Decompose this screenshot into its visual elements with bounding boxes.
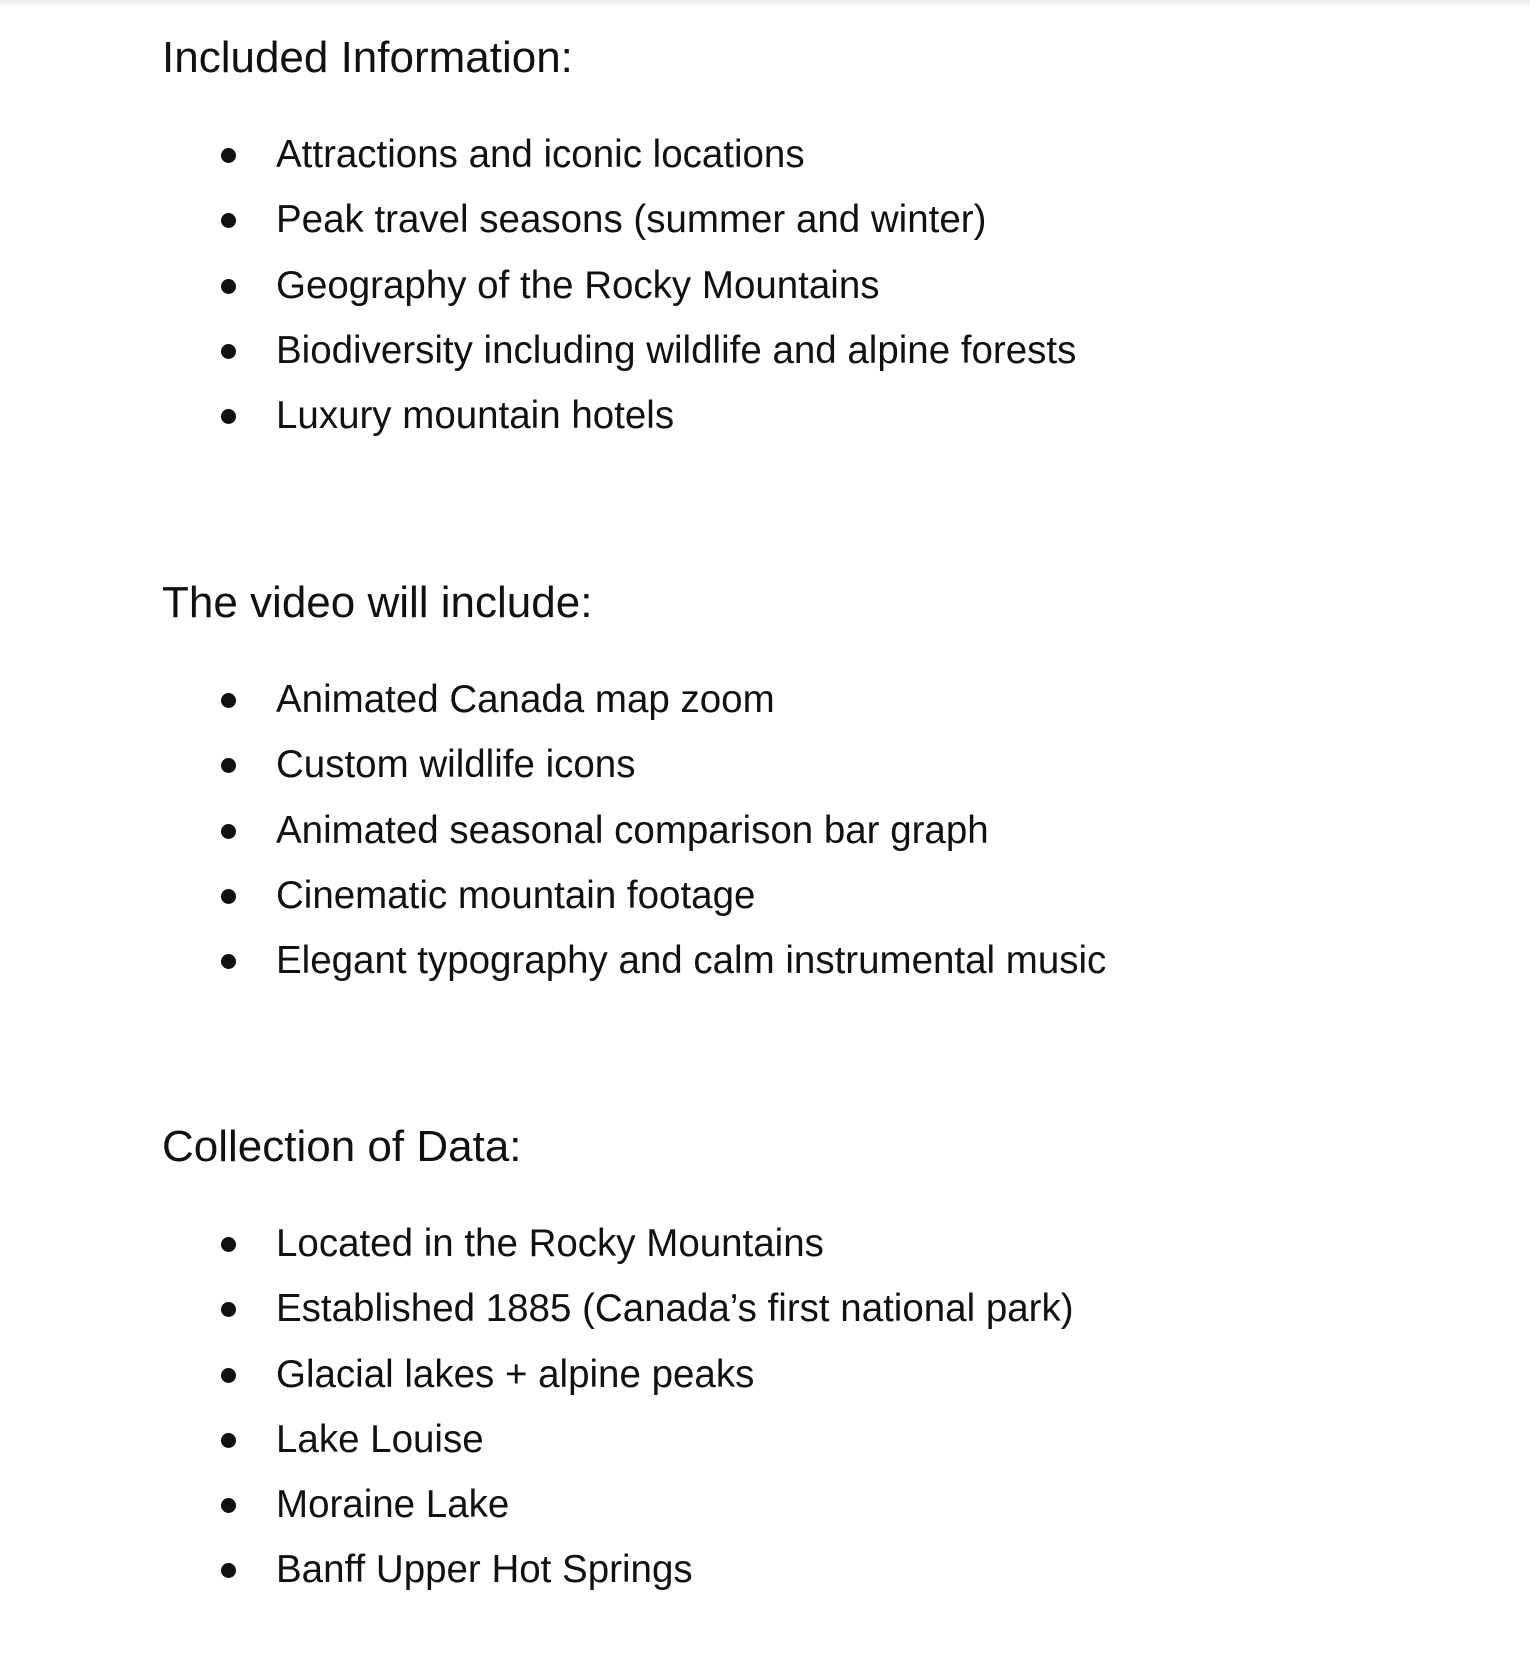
list-item: [0, 1410, 1530, 1475]
section-heading: Included Information:: [162, 33, 573, 82]
list-item: [0, 735, 1530, 800]
list-item-text: Custom wildlife icons: [276, 743, 636, 787]
list-item: [0, 670, 1530, 735]
bullet-icon: [221, 758, 236, 773]
bullet-icon: [221, 409, 236, 424]
bullet-icon: [221, 824, 236, 839]
list-item: [0, 1279, 1530, 1344]
list-item: [0, 1214, 1530, 1279]
bullet-icon: [221, 1368, 236, 1383]
list-item: [0, 801, 1530, 866]
list-item: [0, 321, 1530, 386]
bullet-icon: [221, 1433, 236, 1448]
list-item: [0, 1345, 1530, 1410]
list-item-text: Located in the Rocky Mountains: [276, 1222, 824, 1265]
list-item: [0, 256, 1530, 321]
list-item-text: Established 1885 (Canada’s first national park): [276, 1287, 1074, 1331]
bullet-icon: [221, 693, 236, 708]
list-item-text: Moraine Lake: [276, 1483, 510, 1527]
list-item: [0, 190, 1530, 255]
list-item: [0, 931, 1530, 996]
bullet-icon: [221, 213, 236, 228]
list-item-text: Peak travel seasons (summer and winter): [276, 198, 987, 242]
list-item-text: Lake Louise: [276, 1417, 484, 1461]
bullet-icon: [221, 279, 236, 294]
list-item-text: Animated seasonal comparison bar graph: [276, 808, 989, 852]
bullet-icon: [221, 1237, 236, 1252]
bullet-list: [0, 1214, 1530, 1606]
list-item-text: Elegant typography and calm instrumental music: [276, 939, 1107, 983]
list-item-text: Attractions and iconic locations: [276, 133, 805, 176]
bullet-icon: [221, 889, 236, 904]
list-item: [0, 1475, 1530, 1540]
list-item: [0, 866, 1530, 931]
list-item-text: Glacial lakes + alpine peaks: [276, 1352, 755, 1396]
list-item-text: Luxury mountain hotels: [276, 394, 675, 438]
list-item-text: Animated Canada map zoom: [276, 678, 775, 721]
bullet-icon: [221, 148, 236, 163]
bullet-list: [0, 125, 1530, 451]
list-item-text: Banff Upper Hot Springs: [276, 1548, 693, 1592]
section-heading: The video will include:: [162, 578, 593, 627]
section-heading: Collection of Data:: [162, 1122, 522, 1171]
list-item: [0, 1540, 1530, 1605]
bullet-icon: [221, 1302, 236, 1317]
list-item-text: Biodiversity including wildlife and alpine forests: [276, 328, 1077, 372]
bullet-icon: [221, 344, 236, 359]
list-item: [0, 125, 1530, 190]
list-item-text: Cinematic mountain footage: [276, 873, 756, 917]
bullet-icon: [221, 954, 236, 969]
list-item-text: Geography of the Rocky Mountains: [276, 263, 880, 307]
bullet-icon: [221, 1498, 236, 1513]
list-item: [0, 386, 1530, 451]
bullet-list: [0, 670, 1530, 996]
bullet-icon: [221, 1563, 236, 1578]
